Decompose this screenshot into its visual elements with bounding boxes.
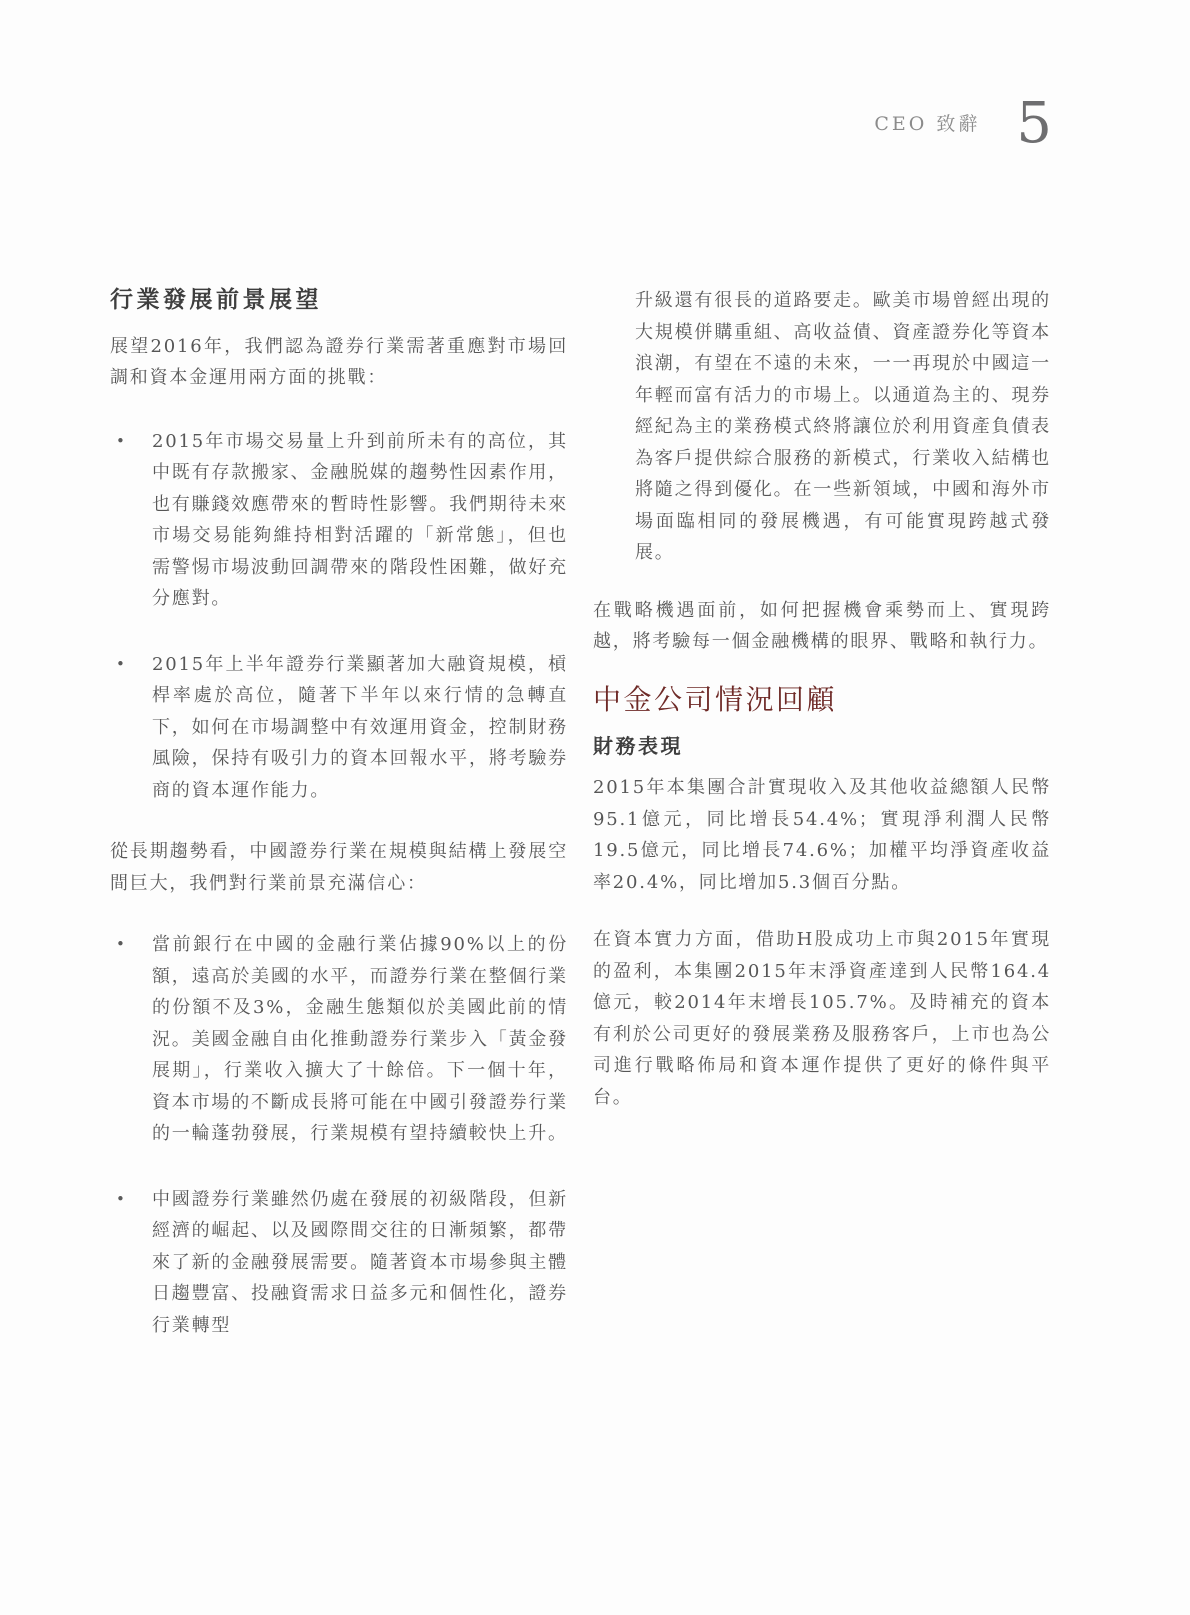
bullet-text-leverage: 2015年上半年證券行業顯著加大融資規模，槓桿率處於高位，隨著下半年以來行情的急轉直下，如何在市場調整中有效運用資金，控制財務風險，保持有吸引力的資本回報水平，將考驗券商的資本運作能力。 — [152, 653, 568, 801]
bullet-item — [110, 929, 568, 1150]
strategy-paragraph: 在戰略機遇面前，如何把握機會乘勢而上、實現跨越，將考驗每一個金融機構的眼界、戰略和執行力。 — [593, 599, 1051, 652]
bullet-icon: • — [116, 1189, 127, 1208]
long-term-trend-paragraph: 從長期趨勢看，中國證券行業在規模與結構上發展空間巨大，我們對行業前景充滿信心： — [110, 841, 568, 894]
bullet-icon: • — [116, 935, 127, 954]
bullet-text-trading-volume: 2015年市場交易量上升到前所未有的高位，其中既有存款搬家、金融脱媒的趨勢性因素作用，也有賺錢效應帶來的暫時性影響。我們期待未來市場交易能夠維持相對活躍的「新常態」，但也需警惕市場波動回調帶來的階段性困難，做好充分應對。 — [152, 430, 568, 610]
financial-results-paragraph: 2015年本集團合計實現收入及其他收益總額人民幣95.1億元，同比增長54.4%；實現淨利潤人民幣19.5億元，同比增長74.6%；加權平均淨資產收益率20.4%，同比增加5.3個百分點。 — [593, 777, 1051, 893]
bullet-text-early-stage: 中國證券行業雖然仍處在發展的初級階段，但新經濟的崛起、以及國際間交往的日漸頻繁，都帶來了新的金融發展需要。隨著資本市場參與主體日趨豐富、投融資需求日益多元和個性化，證券行業轉型 — [152, 1188, 568, 1336]
capital-strength-paragraph: 在資本實力方面，借助H股成功上市與2015年實現的盈利，本集團2015年末淨資產達到人民幣164.4億元，較2014年末增長105.7%。及時補充的資本有利於公司更好的發展業務及服務客戶，上市也為公司進行戰略佈局和資本運作提供了更好的條件與平台。 — [593, 929, 1051, 1108]
cicc-review-heading: 中金公司情況回顧 — [593, 682, 838, 716]
outlook-intro-paragraph: 展望2016年，我們認為證券行業需著重應對市場回調和資本金運用兩方面的挑戰： — [110, 335, 568, 389]
bullet-item — [110, 426, 568, 615]
running-header-label: CEO 致辭 — [874, 112, 981, 135]
bullet-item — [110, 649, 568, 807]
bullet-icon: • — [116, 431, 127, 450]
page-number: 5 — [1016, 91, 1052, 156]
bullet-text-bank-share: 當前銀行在中國的金融行業佔據90%以上的份額，遠高於美國的水平，而證券行業在整個行業的份額不及3%，金融生態類似於美國此前的情況。美國金融自由化推動證券行業步入「黃金發展期」，行業收入擴大了十餘倍。下一個十年，資本市場的不斷成長將可能在中國引發證券行業的一輪蓬勃發展，行業規模有望持續較快上升。 — [152, 934, 568, 1145]
left-column — [110, 285, 568, 1375]
bullet-continuation-paragraph: 升級還有很長的道路要走。歐美市場曾經出現的大規模併購重組、高收益債、資產證券化等資本浪潮，有望在不遠的未來，一一再現於中國這一年輕而富有活力的市場上。以通道為主的、現券經紀為主的業務模式終將讓位於利用資產負債表為客戶提供綜合服務的新模式，行業收入結構也將隨之得到優化。在一些新領域，中國和海外市場面臨相同的發展機遇，有可能實現跨越式發展。 — [635, 290, 1051, 563]
financial-performance-subheading: 財務表現 — [593, 733, 683, 758]
industry-outlook-heading: 行業發展前景展望 — [110, 286, 322, 313]
bullet-icon: • — [116, 654, 127, 673]
page-header — [874, 91, 1052, 156]
right-column — [593, 285, 1051, 1113]
bullet-item — [110, 1184, 568, 1342]
